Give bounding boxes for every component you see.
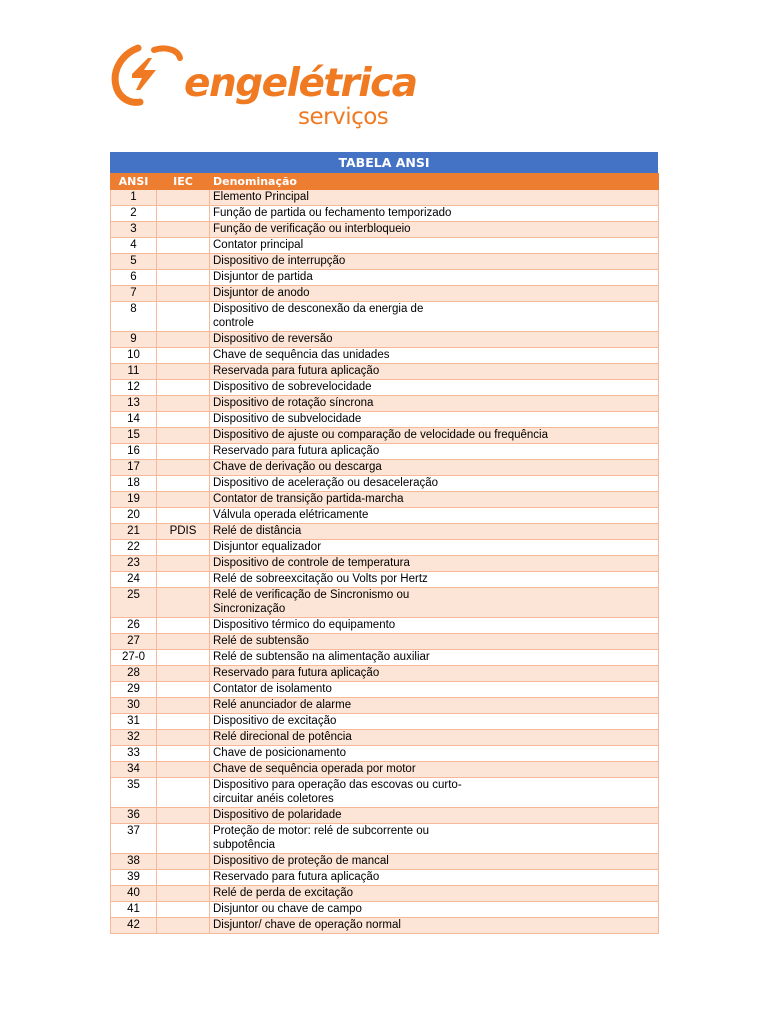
cell-ansi: 31 (111, 714, 157, 730)
cell-iec (157, 540, 210, 556)
table-row (111, 762, 659, 778)
cell-ansi: 6 (111, 270, 157, 286)
cell-denominacao (210, 492, 659, 508)
cell-ansi: 15 (111, 428, 157, 444)
table-row (111, 746, 659, 762)
cell-denominacao (210, 348, 659, 364)
denominacao-text: Dispositivo de desconexão da energia de controle (213, 303, 424, 329)
denominacao-text: Dispositivo de sobrevelocidade (213, 381, 372, 393)
cell-denominacao (210, 634, 659, 650)
table-row (111, 902, 659, 918)
denominacao-text: Relé anunciador de alarme (213, 699, 352, 711)
cell-denominacao (210, 460, 659, 476)
denominacao-text: Relé de verificação de Sincronismo ou Sincronização (213, 589, 410, 615)
logo-subtitle: serviços (298, 104, 389, 130)
cell-ansi: 28 (111, 666, 157, 682)
cell-ansi: 9 (111, 332, 157, 348)
cell-iec (157, 460, 210, 476)
table-row (111, 650, 659, 666)
table-row (111, 588, 659, 618)
ansi-table-container (110, 152, 658, 934)
denominacao-text: Disjuntor/ chave de operação normal (213, 919, 401, 931)
table-row (111, 428, 659, 444)
cell-ansi: 26 (111, 618, 157, 634)
cell-denominacao (210, 206, 659, 222)
denominacao-text: Chave de derivação ou descarga (213, 461, 382, 473)
denominacao-text: Dispositivo de ajuste ou comparação de velocidade ou frequência (213, 429, 548, 441)
cell-denominacao (210, 572, 659, 588)
denominacao-text: Reservado para futura aplicação (213, 667, 380, 679)
cell-denominacao (210, 270, 659, 286)
cell-iec (157, 634, 210, 650)
cell-denominacao (210, 364, 659, 380)
denominacao-text: Função de verificação ou interbloqueio (213, 223, 411, 235)
table-row (111, 396, 659, 412)
cell-ansi: 34 (111, 762, 157, 778)
cell-ansi: 27-0 (111, 650, 157, 666)
cell-ansi: 36 (111, 808, 157, 824)
cell-iec (157, 332, 210, 348)
cell-iec (157, 886, 210, 902)
cell-denominacao (210, 476, 659, 492)
cell-denominacao (210, 412, 659, 428)
cell-ansi: 20 (111, 508, 157, 524)
cell-iec (157, 666, 210, 682)
cell-denominacao (210, 762, 659, 778)
cell-ansi: 29 (111, 682, 157, 698)
denominacao-text: Disjuntor ou chave de campo (213, 903, 362, 915)
cell-denominacao (210, 808, 659, 824)
cell-ansi: 13 (111, 396, 157, 412)
table-row (111, 714, 659, 730)
cell-ansi: 33 (111, 746, 157, 762)
table-row (111, 634, 659, 650)
cell-iec (157, 302, 210, 332)
cell-iec (157, 556, 210, 572)
cell-iec (157, 808, 210, 824)
cell-ansi: 42 (111, 918, 157, 934)
cell-ansi: 35 (111, 778, 157, 808)
cell-ansi: 12 (111, 380, 157, 396)
table-row (111, 886, 659, 902)
logo-name: engelétrica (184, 61, 417, 106)
cell-denominacao (210, 746, 659, 762)
cell-ansi: 4 (111, 238, 157, 254)
denominacao-text: Reservada para futura aplicação (213, 365, 380, 377)
cell-denominacao (210, 854, 659, 870)
table-row (111, 364, 659, 380)
cell-ansi: 23 (111, 556, 157, 572)
table-row (111, 222, 659, 238)
table-row (111, 270, 659, 286)
cell-iec (157, 428, 210, 444)
denominacao-text: Relé de subtensão na alimentação auxiliar (213, 651, 430, 663)
denominacao-text: Relé de perda de excitação (213, 887, 354, 899)
table-row (111, 380, 659, 396)
table-row (111, 730, 659, 746)
cell-denominacao (210, 332, 659, 348)
cell-iec (157, 364, 210, 380)
table-row (111, 572, 659, 588)
cell-ansi: 17 (111, 460, 157, 476)
cell-ansi: 25 (111, 588, 157, 618)
table-row (111, 444, 659, 460)
denominacao-text: Função de partida ou fechamento temporizado (213, 207, 452, 219)
cell-iec (157, 222, 210, 238)
denominacao-text: Válvula operada elétricamente (213, 509, 369, 521)
denominacao-text: Reservado para futura aplicação (213, 445, 380, 457)
cell-iec (157, 870, 210, 886)
table-row (111, 238, 659, 254)
table-row (111, 460, 659, 476)
table-row (111, 412, 659, 428)
cell-denominacao (210, 714, 659, 730)
table-row (111, 348, 659, 364)
cell-ansi: 3 (111, 222, 157, 238)
cell-iec (157, 698, 210, 714)
cell-iec (157, 396, 210, 412)
denominacao-text: Relé de sobreexcitação ou Volts por Hertz (213, 573, 428, 585)
cell-ansi: 2 (111, 206, 157, 222)
cell-iec (157, 492, 210, 508)
denominacao-text: Contator de isolamento (213, 683, 332, 695)
table-row (111, 556, 659, 572)
cell-iec (157, 270, 210, 286)
cell-iec (157, 618, 210, 634)
table-row (111, 508, 659, 524)
cell-iec (157, 730, 210, 746)
cell-iec (157, 714, 210, 730)
cell-denominacao (210, 778, 659, 808)
cell-ansi: 32 (111, 730, 157, 746)
header-denominacao: Denominação (210, 174, 659, 190)
table-row (111, 476, 659, 492)
cell-denominacao (210, 666, 659, 682)
cell-denominacao (210, 190, 659, 206)
denominacao-text: Dispositivo para operação das escovas ou curto-circuitar anéis coletores (213, 779, 462, 805)
denominacao-text: Contator de transição partida-marcha (213, 493, 404, 505)
cell-denominacao (210, 254, 659, 270)
table-title: TABELA ANSI (110, 152, 658, 173)
logo-mark-icon (108, 40, 188, 110)
cell-denominacao (210, 682, 659, 698)
cell-iec: PDIS (157, 524, 210, 540)
header-iec: IEC (157, 174, 210, 190)
table-row (111, 854, 659, 870)
cell-iec (157, 778, 210, 808)
cell-ansi: 10 (111, 348, 157, 364)
cell-denominacao (210, 380, 659, 396)
header-ansi: ANSI (111, 174, 157, 190)
cell-denominacao (210, 396, 659, 412)
table-row (111, 870, 659, 886)
cell-denominacao (210, 698, 659, 714)
table-row (111, 540, 659, 556)
cell-denominacao (210, 618, 659, 634)
cell-denominacao (210, 524, 659, 540)
cell-ansi: 11 (111, 364, 157, 380)
cell-ansi: 22 (111, 540, 157, 556)
cell-denominacao (210, 730, 659, 746)
denominacao-text: Dispositivo de controle de temperatura (213, 557, 410, 569)
cell-denominacao (210, 886, 659, 902)
cell-iec (157, 854, 210, 870)
denominacao-text: Relé direcional de potência (213, 731, 352, 743)
cell-ansi: 27 (111, 634, 157, 650)
cell-ansi: 14 (111, 412, 157, 428)
denominacao-text: Proteção de motor: relé de subcorrente ou subpotência (213, 825, 430, 851)
denominacao-text: Contator principal (213, 239, 304, 251)
cell-iec (157, 682, 210, 698)
cell-iec (157, 572, 210, 588)
cell-iec (157, 508, 210, 524)
cell-ansi: 39 (111, 870, 157, 886)
cell-iec (157, 190, 210, 206)
table-row (111, 824, 659, 854)
cell-ansi: 8 (111, 302, 157, 332)
table-row (111, 206, 659, 222)
cell-iec (157, 588, 210, 618)
cell-ansi: 21 (111, 524, 157, 540)
cell-denominacao (210, 870, 659, 886)
cell-ansi: 41 (111, 902, 157, 918)
denominacao-text: Elemento Principal (213, 191, 309, 203)
table-row (111, 302, 659, 332)
table-row (111, 918, 659, 934)
denominacao-text: Reservado para futura aplicação (213, 871, 380, 883)
cell-iec (157, 238, 210, 254)
cell-denominacao (210, 556, 659, 572)
table-header-row (111, 174, 659, 190)
table-row (111, 808, 659, 824)
ansi-table (110, 173, 659, 934)
cell-iec (157, 902, 210, 918)
cell-ansi: 30 (111, 698, 157, 714)
denominacao-text: Relé de distância (213, 525, 302, 537)
denominacao-text: Dispositivo de proteção de mancal (213, 855, 389, 867)
cell-iec (157, 918, 210, 934)
denominacao-text: Disjuntor de partida (213, 271, 313, 283)
cell-denominacao (210, 222, 659, 238)
denominacao-text: Disjuntor equalizador (213, 541, 322, 553)
denominacao-text: Chave de sequência das unidades (213, 349, 390, 361)
cell-ansi: 37 (111, 824, 157, 854)
cell-denominacao (210, 508, 659, 524)
denominacao-text: Dispositivo de interrupção (213, 255, 346, 267)
cell-ansi: 16 (111, 444, 157, 460)
cell-iec (157, 762, 210, 778)
cell-denominacao (210, 302, 659, 332)
cell-iec (157, 206, 210, 222)
table-row (111, 190, 659, 206)
cell-denominacao (210, 650, 659, 666)
cell-iec (157, 746, 210, 762)
cell-iec (157, 412, 210, 428)
denominacao-text: Dispositivo de reversão (213, 333, 333, 345)
cell-ansi: 38 (111, 854, 157, 870)
cell-ansi: 5 (111, 254, 157, 270)
cell-ansi: 7 (111, 286, 157, 302)
cell-ansi: 1 (111, 190, 157, 206)
denominacao-text: Chave de posicionamento (213, 747, 346, 759)
cell-denominacao (210, 238, 659, 254)
cell-iec (157, 348, 210, 364)
engeletrica-logo (108, 40, 417, 140)
cell-iec (157, 286, 210, 302)
denominacao-text: Dispositivo de rotação síncrona (213, 397, 374, 409)
cell-ansi: 40 (111, 886, 157, 902)
table-row (111, 332, 659, 348)
cell-denominacao (210, 286, 659, 302)
denominacao-text: Dispositivo de subvelocidade (213, 413, 362, 425)
denominacao-text: Dispositivo de polaridade (213, 809, 342, 821)
denominacao-text: Dispositivo de aceleração ou desaceleração (213, 477, 439, 489)
table-row (111, 698, 659, 714)
cell-ansi: 24 (111, 572, 157, 588)
cell-denominacao (210, 902, 659, 918)
cell-iec (157, 444, 210, 460)
cell-denominacao (210, 824, 659, 854)
table-row (111, 666, 659, 682)
cell-denominacao (210, 588, 659, 618)
cell-ansi: 19 (111, 492, 157, 508)
cell-denominacao (210, 428, 659, 444)
denominacao-text: Disjuntor de anodo (213, 287, 310, 299)
table-row (111, 524, 659, 540)
cell-iec (157, 254, 210, 270)
denominacao-text: Dispositivo de excitação (213, 715, 337, 727)
denominacao-text: Chave de sequência operada por motor (213, 763, 416, 775)
table-row (111, 286, 659, 302)
cell-denominacao (210, 444, 659, 460)
table-row (111, 778, 659, 808)
cell-iec (157, 650, 210, 666)
cell-iec (157, 476, 210, 492)
cell-denominacao (210, 540, 659, 556)
table-row (111, 682, 659, 698)
denominacao-text: Relé de subtensão (213, 635, 309, 647)
cell-iec (157, 824, 210, 854)
denominacao-text: Dispositivo térmico do equipamento (213, 619, 396, 631)
table-row (111, 492, 659, 508)
cell-denominacao (210, 918, 659, 934)
table-row (111, 618, 659, 634)
table-row (111, 254, 659, 270)
cell-ansi: 18 (111, 476, 157, 492)
cell-iec (157, 380, 210, 396)
